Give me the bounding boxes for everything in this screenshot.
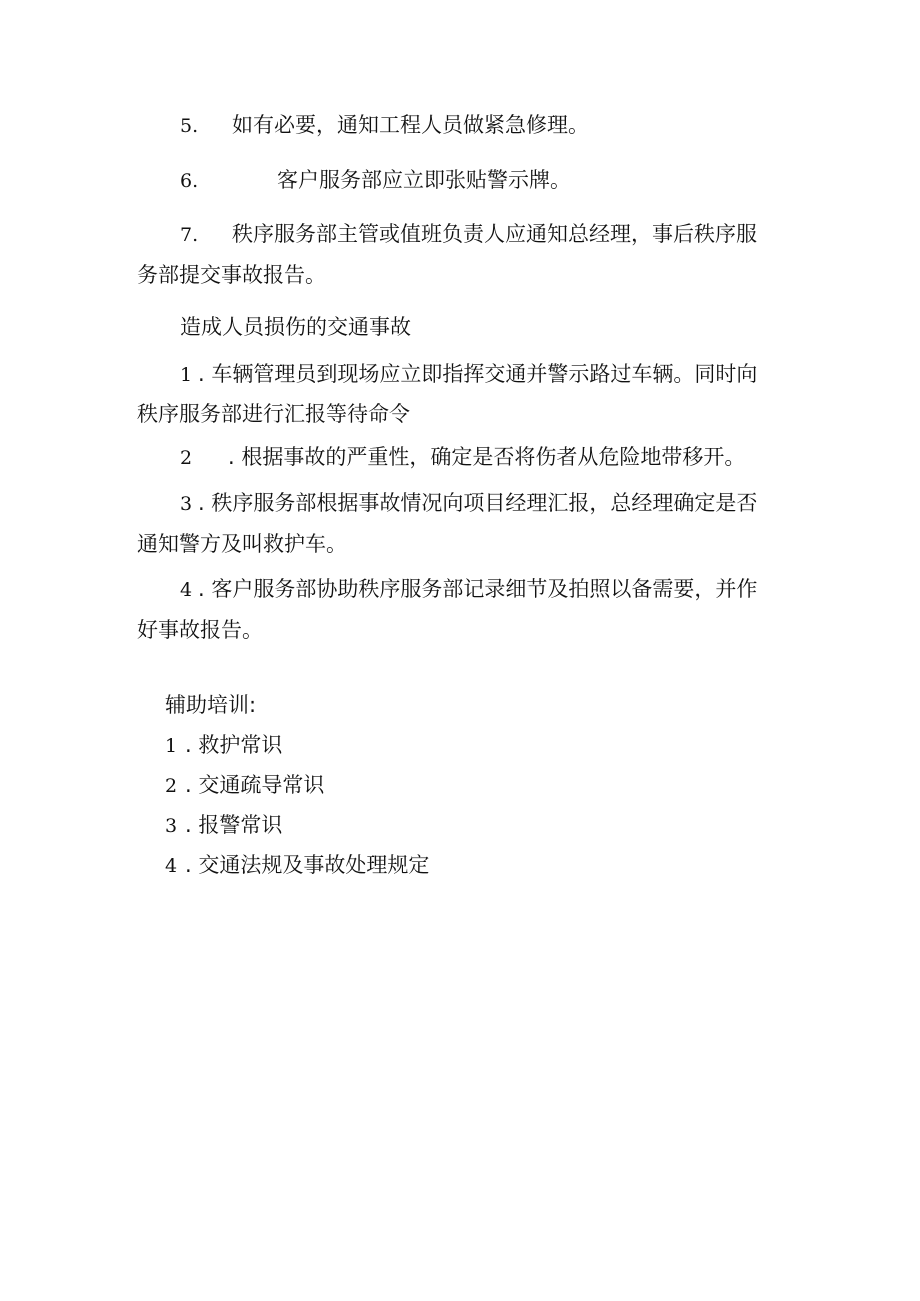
item-number: 2 [165,775,178,797]
training-item-4 [165,845,429,887]
item-number: 4 [180,579,193,601]
section-heading [180,307,411,348]
item-text: . 报警常识 [185,813,283,837]
step-6 [180,160,571,202]
item-number: 3 [180,493,193,515]
training-heading-text: 辅助培训: [165,693,257,717]
section-heading-text: 造成人员损伤的交通事故 [180,315,411,339]
injury-item-3-continuation [137,524,347,565]
step-number: 6. [180,170,199,192]
injury-item-1-continuation [137,394,410,435]
training-item-1 [165,725,282,767]
item-text-line2: 好事故报告。 [137,618,263,642]
injury-item-1 [180,354,757,396]
item-number: 1 [180,364,193,386]
step-text: 客户服务部应立即张贴警示牌。 [277,168,571,192]
item-text: . 交通疏导常识 [185,773,325,797]
step-text: 如有必要，通知工程人员做紧急修理。 [232,113,589,137]
item-text-line2: 秩序服务部进行汇报等待命令 [137,402,410,426]
item-text-line2: 通知警方及叫救护车。 [137,532,347,556]
item-text-line1: . 车辆管理员到现场应立即指挥交通并警示路过车辆。同时向 [198,362,758,386]
training-heading [165,685,256,726]
item-text: . 救护常识 [185,733,283,757]
step-text-line1: 秩序服务部主管或值班负责人应通知总经理，事后秩序服 [232,222,757,246]
item-text-line1: . 秩序服务部根据事故情况向项目经理汇报，总经理确定是否 [198,491,758,515]
step-7-continuation [137,255,326,296]
injury-item-4-continuation [137,610,263,651]
step-number: 7. [180,224,199,246]
step-number: 5. [180,115,199,137]
item-number: 1 [165,735,178,757]
item-number: 3 [165,815,178,837]
training-item-2 [165,765,324,807]
step-text-line2: 务部提交事故报告。 [137,263,326,287]
item-number: 4 [165,855,178,877]
step-7 [180,214,757,256]
step-5 [180,105,589,147]
injury-item-3 [180,483,757,525]
item-number: 2 [180,447,193,469]
item-text-line1: . 客户服务部协助秩序服务部记录细节及拍照以备需要，并作 [198,577,758,601]
training-item-3 [165,805,282,847]
item-text-line1: . 根据事故的严重性，确定是否将伤者从危险地带移开。 [228,445,746,469]
injury-item-2 [180,437,745,479]
item-text: . 交通法规及事故处理规定 [185,853,430,877]
injury-item-4 [180,569,757,611]
